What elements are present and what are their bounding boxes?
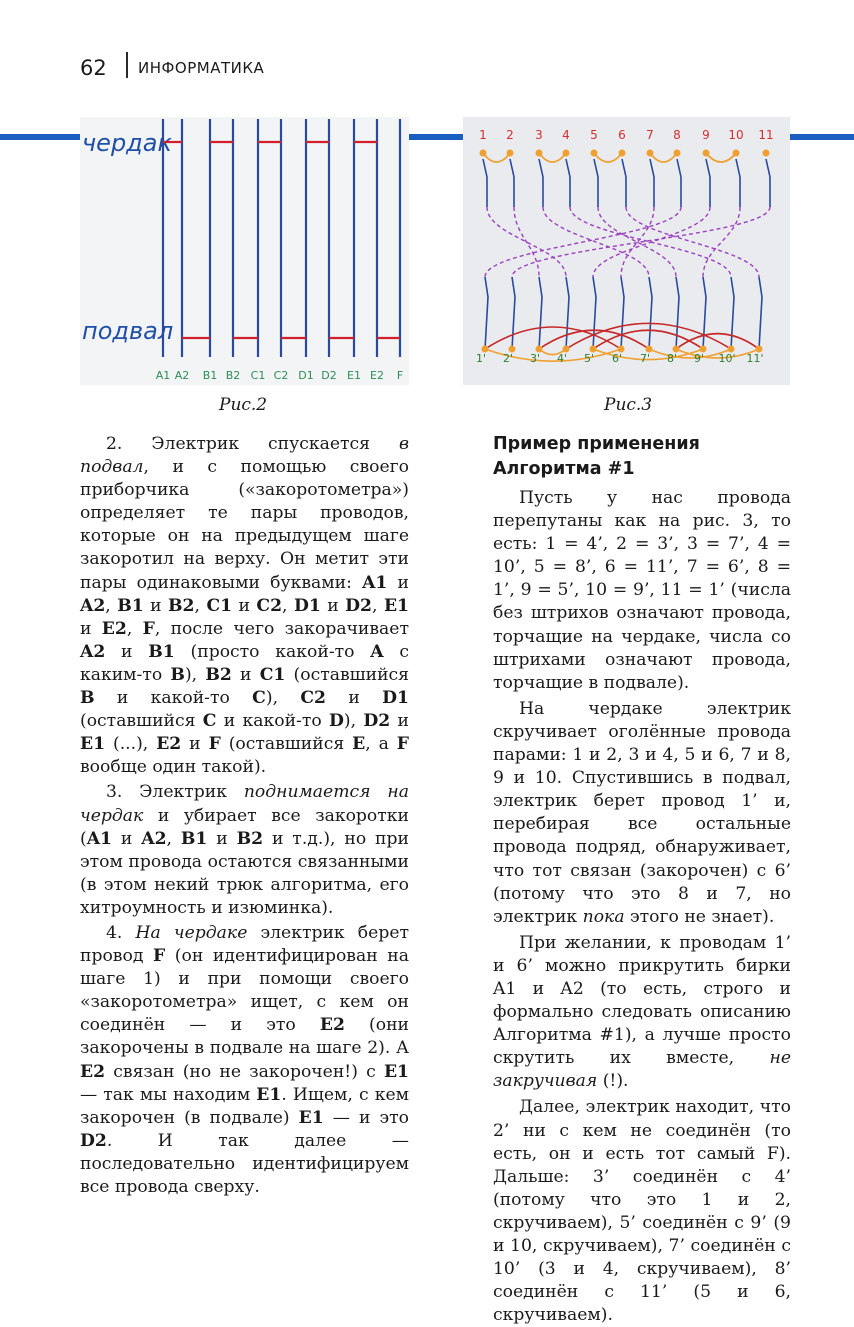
fig3-top-node [703, 150, 710, 157]
fig3-top-label: 8 [673, 128, 681, 142]
fig3-top-node [536, 150, 543, 157]
fig3-wire-top [594, 159, 598, 207]
label-basement: подвал [82, 317, 174, 345]
fig3-top-label: 1 [479, 128, 487, 142]
header-divider [126, 52, 128, 78]
fig3-wire-top [706, 159, 710, 207]
figure-3-drawing [463, 117, 790, 385]
fig3-attic-twist [706, 153, 736, 162]
fig3-wire-top [483, 159, 487, 207]
fig3-bottom-label: 7' [639, 352, 651, 365]
step-4-paragraph: 4. На чердаке электрик берет провод F (он идентифицирован на шаге 1) и при помощи своего «закоротометра» ищет, с кем он соединён — и это E2 (они закорочены в подвале на шаге 2). А E2 связан (но не закорочен!) с E1 — так мы находим E1. Ищем, с кем закорочен (в подвале) E1 — и это D2. И так далее — последовательно идентифицируем все провода сверху. [80, 922, 410, 1197]
figure-2-drawing [80, 117, 409, 385]
fig3-wire-bottom [731, 277, 734, 349]
fig3-wire-bottom [485, 277, 488, 349]
fig2-wire-label: E1 [347, 369, 361, 382]
page-header [0, 48, 854, 94]
fig3-wire-bottom [566, 277, 569, 349]
fig3-attic-twist [650, 153, 677, 162]
fig3-attic-twist [539, 153, 566, 162]
fig3-bottom-label: 1' [475, 352, 487, 365]
fig3-crossing-wire [703, 207, 740, 277]
fig3-wire-top [622, 159, 626, 207]
fig3-attic-twist [483, 153, 510, 162]
fig3-top-node [507, 150, 514, 157]
fig2-wire-label: E2 [370, 369, 384, 382]
fig3-bottom-label: 4' [556, 352, 568, 365]
fig2-wire-label: A2 [174, 369, 190, 382]
fig3-crossing-wire [512, 207, 770, 277]
fig3-top-node [674, 150, 681, 157]
figure-3-caption: Рис.3 [604, 395, 653, 415]
fig3-top-label: 9 [702, 128, 710, 142]
fig3-top-node [480, 150, 487, 157]
fig3-wire-bottom [759, 277, 762, 349]
fig3-bottom-label: 3' [529, 352, 541, 365]
fig3-wire-top [539, 159, 543, 207]
fig3-top-node [763, 150, 770, 157]
fig3-top-label: 10 [728, 128, 744, 142]
example-paragraph-1: Пусть у нас провода перепутаны как на рис. 3, то есть: 1 = 4’, 2 = 3’, 3 = 7’, 4 = 10’, 5 = 8’, 6 = 11’, 7 = 6’, 8 = 1’, 9 = 5’, 10 = 9’, 11 = 1’ (числа без штрихов означают провода, торчащие на чердаке, числа со штрихами означают провода, торчащие в подвале). [493, 488, 791, 693]
fig3-top-label: 2 [506, 128, 514, 142]
fig3-bottom-label: 6' [611, 352, 623, 365]
fig3-wire-top [766, 159, 770, 207]
fig3-top-label: 6 [618, 128, 626, 142]
example-paragraph-4: Далее, электрик находит, что 2’ ни с кем не соединён (то есть, он и есть тот самый F). Дальше: 3’ соединён с 4’ (потому что это 1 и 2, скручиваем), 5’ соединён с 9’ (9 и 10, скручиваем), 7’ соединён с 10’ (3 и 4, скручиваем), 8’ соединён с 11’ (5 и 6, скручиваем). [493, 1097, 791, 1326]
fig3-wire-bottom [676, 277, 679, 349]
fig2-wire-label: B1 [202, 369, 218, 382]
fig2-wire-label: D2 [321, 369, 337, 382]
fig3-top-label: 3 [535, 128, 543, 142]
page-number: 62 [80, 56, 107, 80]
fig3-wire-bottom [593, 277, 596, 349]
fig3-wire-bottom [539, 277, 542, 349]
fig3-top-label: 7 [646, 128, 654, 142]
fig3-wire-top [650, 159, 654, 207]
fig3-bottom-label: 2' [502, 352, 514, 365]
fig3-bottom-label: 9' [693, 352, 705, 365]
fig3-bottom-label: 5' [583, 352, 595, 365]
example-heading: Пример применения Алгоритма #1 [493, 434, 700, 479]
fig3-wire-bottom [621, 277, 624, 349]
fig3-crossing-wire [514, 207, 539, 277]
fig3-wire-bottom [703, 277, 706, 349]
fig3-top-node [733, 150, 740, 157]
fig3-wire-bottom [649, 277, 652, 349]
figure-2-caption: Рис.2 [219, 395, 268, 415]
fig3-bottom-label: 8' [666, 352, 678, 365]
left-column [80, 433, 409, 1199]
figure-3 [463, 117, 790, 385]
step-2-paragraph: 2. Электрик спускается в подвал, и с помощью своего приборчика («закоротометра») определяет те пары проводов, которые он на предыдущем шаге закоротил на верху. Он метит эти пары одинаковыми буквами: A1 и A2, B1 и B2, C1 и C2, D1 и D2, E1 и E2, F, после чего закорачивает A2 и B1 (просто какой-то A с каким-то B), B2 и C1 (оставшийся B и какой-то C), C2 и D1 (оставшийся C и какой-то D), D2 и E1 (...), E2 и F (оставшийся E, а F вообще один такой). [80, 434, 410, 778]
fig2-wire-label: A1 [155, 369, 171, 382]
fig3-attic-twist [594, 153, 622, 162]
fig3-bottom-label: 10' [718, 352, 736, 365]
fig3-bottom-label: 11' [746, 352, 764, 365]
fig3-top-label: 5 [590, 128, 598, 142]
right-column [493, 487, 791, 1327]
section-title: ИНФОРМАТИКА [138, 59, 265, 77]
fig3-wire-bottom [512, 277, 515, 349]
fig3-top-node [591, 150, 598, 157]
step-3-paragraph: 3. Электрик поднимается на чердак и убирает все закоротки (A1 и A2, B1 и B2 и т.д.), но при этом провода остаются связанными (в этом некий трюк алгоритма, его хитроумность и изюминка). [80, 782, 409, 918]
fig3-top-node [619, 150, 626, 157]
label-attic: чердак [82, 129, 172, 157]
example-paragraph-3: При желании, к проводам 1’ и 6’ можно прикрутить бирки A1 и A2 (то есть, строго и формально следовать описанию Алгоритма #1), а лучше просто скрутить их вместе, не закручивая (!). [493, 932, 791, 1092]
fig2-wire-label: B2 [225, 369, 241, 382]
fig2-wire-label: D1 [298, 369, 314, 382]
fig3-wire-top [736, 159, 740, 207]
fig3-wire-top [510, 159, 514, 207]
fig2-wire-label: F [396, 369, 404, 382]
figure-2 [80, 117, 409, 385]
fig3-wire-top [677, 159, 681, 207]
fig3-crossing-wire [543, 207, 649, 277]
fig3-wire-top [566, 159, 570, 207]
fig2-wire-label: C2 [273, 369, 289, 382]
fig3-top-node [563, 150, 570, 157]
fig3-top-node [647, 150, 654, 157]
fig3-top-label: 4 [562, 128, 570, 142]
fig3-top-label: 11 [758, 128, 774, 142]
example-paragraph-2: На чердаке электрик скручивает оголённые провода парами: 1 и 2, 3 и 4, 5 и 6, 7 и 8, 9 и 10. Спустившись в подвал, электрик берет провод 1’ и, перебирая все остальные провода подряд, обнаруживает, что тот связан (закорочен) с 6’ (потому что это 8 и 7, но электрик пока этого не знает). [493, 698, 791, 927]
fig2-wire-label: C1 [250, 369, 266, 382]
